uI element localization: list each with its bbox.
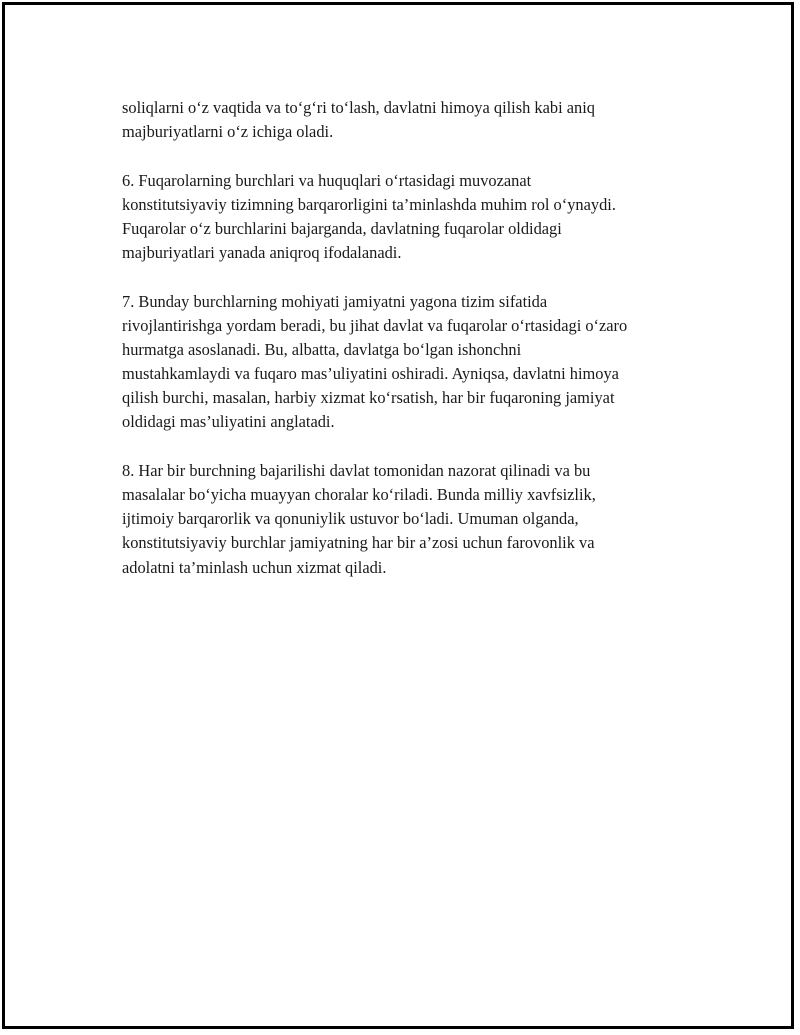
text-line: qilish burchi, masalan, harbiy xizmat ko‘rsatish, har bir fuqaroning jamiyat (122, 388, 615, 408)
text-line: hurmatga asoslanadi. Bu, albatta, davlatga bo‘lgan ishonchni (122, 339, 522, 359)
text-line: adolatni ta’minlash uchun xizmat qiladi. (122, 557, 387, 577)
page-frame (2, 2, 794, 1029)
page-body (122, 96, 692, 604)
text-line: 6. Fuqarolarning burchlari va huquqlari o‘rtasidagi muvozanat (122, 170, 532, 190)
text-line: 7. Bunday burchlarning mohiyati jamiyatni yagona tizim sifatida (122, 291, 548, 311)
text-line: majburiyatlari yanada aniqroq ifodalanadi. (122, 243, 402, 263)
text-line: konstitutsiyaviy tizimning barqarorligini ta’minlashda muhim rol o‘ynaydi. (122, 194, 616, 214)
text-line: soliqlarni o‘z vaqtida va to‘g‘ri to‘lash, davlatni himoya qilish kabi aniq (122, 98, 595, 117)
text-line: mustahkamlaydi va fuqaro mas’uliyatini oshiradi. Ayniqsa, davlatni himoya (122, 364, 619, 384)
text-line: 8. Har bir burchning bajarilishi davlat tomonidan nazorat qilinadi va bu (122, 460, 591, 480)
paragraph-8 (122, 459, 692, 580)
text-line: ijtimoiy barqarorlik va qonuniylik ustuvor bo‘ladi. Umuman olganda, (122, 509, 579, 529)
text-line: rivojlantirishga yordam beradi, bu jihat davlat va fuqarolar o‘rtasidagi o‘zaro (122, 315, 628, 335)
paragraph-continuation (122, 96, 692, 144)
paragraph-6 (122, 169, 692, 266)
text-line: konstitutsiyaviy burchlar jamiyatning har bir a’zosi uchun farovonlik va (122, 533, 595, 553)
text-line: oldidagi mas’uliyatini anglatadi. (122, 412, 335, 432)
text-line: masalalar bo‘yicha muayyan choralar ko‘riladi. Bunda milliy xavfsizlik, (122, 485, 596, 504)
paragraph-7 (122, 290, 692, 435)
text-line: Fuqarolar o‘z burchlarini bajarganda, davlatning fuqarolar oldidagi (122, 218, 562, 238)
text-line: majburiyatlarni o‘z ichiga oladi. (122, 122, 334, 142)
